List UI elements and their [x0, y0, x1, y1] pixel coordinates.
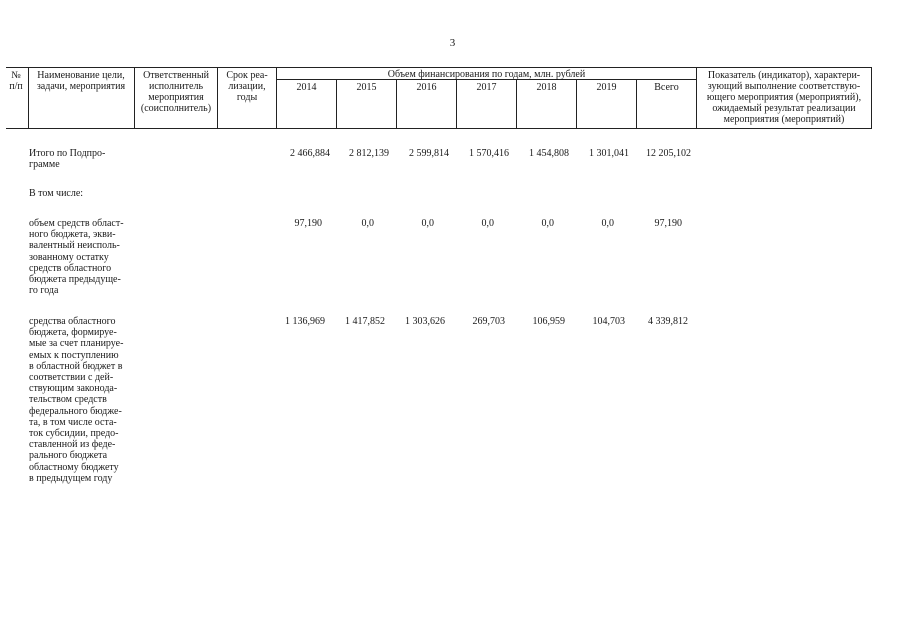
- row-total-2018: 1 454,808: [529, 148, 569, 159]
- row-federal-2019: 104,703: [592, 316, 625, 327]
- row-total-2015: 2 812,139: [349, 148, 389, 159]
- row-unused-2018: 0,0: [541, 218, 554, 229]
- row-unused-2019: 0,0: [601, 218, 614, 229]
- row-total-2017: 1 570,416: [469, 148, 509, 159]
- header-funding: Объем финансирования по годам, млн. рублей: [387, 69, 586, 80]
- row-federal-2017: 269,703: [472, 316, 505, 327]
- header-year-total: Всего: [654, 82, 679, 93]
- header-number: № п/п: [9, 70, 23, 92]
- row-total-2014: 2 466,884: [290, 148, 330, 159]
- row-total-2019: 1 301,041: [589, 148, 629, 159]
- row-unused-2014: 97,190: [294, 218, 322, 229]
- header-year-2017: 2017: [476, 82, 497, 93]
- row-federal-2016: 1 303,626: [405, 316, 445, 327]
- page-number: 3: [449, 37, 456, 49]
- header-indicator: Показатель (индикатор), характери- зующий выполнение соответствую- ющего мероприятия (мероприятий), ожидаемый результат реализации мероприятия (мероприятий): [706, 70, 862, 125]
- header-responsible: Ответственный исполнитель мероприятия (соисполнитель): [140, 70, 212, 114]
- row-federal-all: 4 339,812: [648, 316, 688, 327]
- row-federal-2018: 106,959: [532, 316, 565, 327]
- header-term: Срок реа- лизации, годы: [226, 70, 268, 103]
- row-total-all: 12 205,102: [646, 148, 691, 159]
- header-year-2014: 2014: [296, 82, 317, 93]
- header-year-2015: 2015: [356, 82, 377, 93]
- row-unused-balance-label: объем средств област- ного бюджета, экви- валентный неисполь- зованному остатку средств областного бюджета предыдуще- го года: [29, 218, 124, 297]
- row-unused-all: 97,190: [654, 218, 682, 229]
- header-year-2016: 2016: [416, 82, 437, 93]
- row-unused-2015: 0,0: [361, 218, 374, 229]
- row-total-2016: 2 599,814: [409, 148, 449, 159]
- header-year-2019: 2019: [596, 82, 617, 93]
- row-federal-funds-label: средства областного бюджета, формируе- мые за счет планируе- емых к поступлению в областной бюджет в соответствии с дей- ствующим законода- тельством средств федерального бюдже- та, в том числе оста- ток субсидии, предо- ставленной из феде- рального бюджета областному бюджету в предыдущем году: [29, 316, 124, 484]
- row-total-label: Итого по Подпро- грамме: [29, 148, 106, 171]
- row-federal-2015: 1 417,852: [345, 316, 385, 327]
- row-federal-2014: 1 136,969: [285, 316, 325, 327]
- row-including-label: В том числе:: [29, 188, 84, 199]
- row-unused-2016: 0,0: [421, 218, 434, 229]
- header-year-2018: 2018: [536, 82, 557, 93]
- row-unused-2017: 0,0: [481, 218, 494, 229]
- header-name: Наименование цели, задачи, мероприятия: [36, 70, 126, 92]
